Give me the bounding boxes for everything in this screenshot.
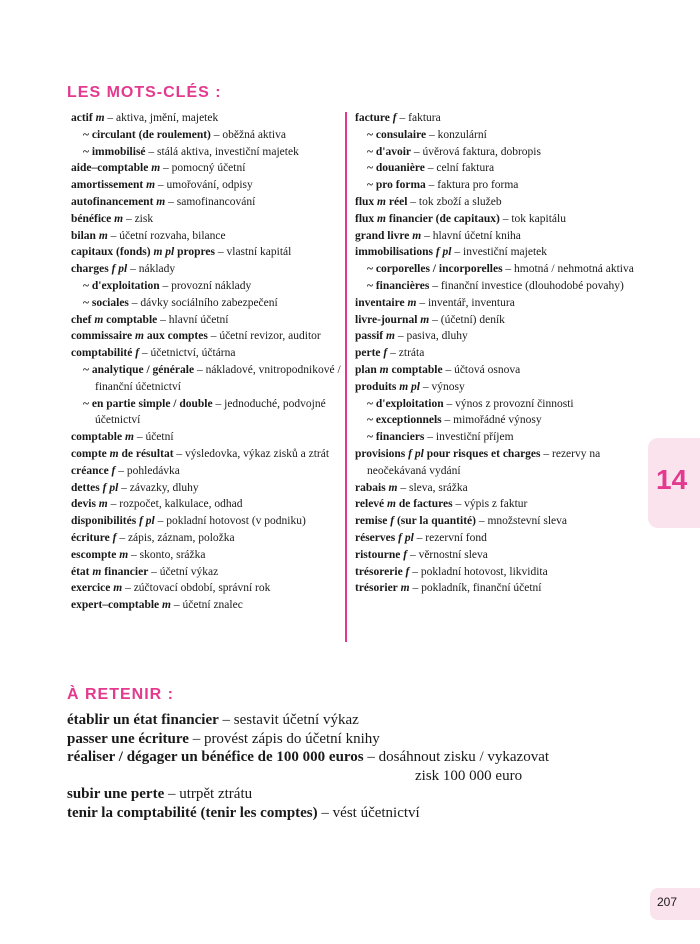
gender-tag: f pl <box>102 481 119 494</box>
retain-phrase <box>67 748 627 767</box>
vocab-entry <box>355 362 655 379</box>
gender-tag: m <box>388 481 398 494</box>
phrase-translation: – sestavit účetní výkaz <box>218 712 359 728</box>
left-vocabulary-column <box>71 110 341 614</box>
vocab-entry <box>71 110 341 127</box>
headword: écriture <box>71 531 110 544</box>
headword: capitaux (fonds) <box>71 246 151 259</box>
headword: charges <box>71 263 109 276</box>
vocab-entry <box>71 278 341 295</box>
translation: – úvěrová faktura, dobropis <box>411 145 541 158</box>
translation: – nákladové, vnitropodnikové / finanční účetnictví <box>95 363 341 393</box>
headword: ~ immobilisé <box>83 145 146 158</box>
headword: escompte <box>71 548 117 561</box>
headword: ~ financiers <box>367 431 425 444</box>
vocab-entry <box>355 496 655 513</box>
retain-phrase <box>67 711 627 730</box>
headword: ~ exceptionnels <box>367 414 442 427</box>
vocab-entry <box>71 463 341 480</box>
translation: – účetní <box>133 431 174 444</box>
translation: – provozní náklady <box>159 279 252 292</box>
gender-tag: m <box>377 195 386 208</box>
gender-tag: m <box>134 330 144 343</box>
headword: ~ d'exploitation <box>83 279 160 292</box>
translation: – faktura pro forma <box>425 179 519 192</box>
vocab-entry <box>71 496 341 513</box>
translation: – konzulární <box>426 128 487 141</box>
headword: actif <box>71 112 93 124</box>
vocab-entry <box>71 597 341 614</box>
vocab-entry <box>355 530 655 547</box>
headword: produits <box>355 380 397 393</box>
headword: ~ corporelles / incorporelles <box>367 263 503 276</box>
headword: ~ sociales <box>83 296 129 309</box>
headword: immobilisations <box>355 246 433 259</box>
headword: chef <box>71 313 92 326</box>
headword: comptable <box>71 431 123 444</box>
headword: rabais <box>355 481 386 494</box>
vocab-entry <box>71 127 341 144</box>
vocab-entry <box>71 480 341 497</box>
translation: – hmotná / nehmotná aktiva <box>502 263 634 276</box>
translation: – výsledovka, výkaz zisků a ztrát <box>173 447 330 460</box>
translation: – věrnostní sleva <box>407 548 488 561</box>
translation: – hlavní účetní <box>157 313 229 326</box>
vocab-entry <box>71 362 341 396</box>
headword-continuation: financier <box>104 565 149 578</box>
translation: – množstevní sleva <box>475 515 568 528</box>
headword: trésorerie <box>355 565 403 578</box>
headword: ristourne <box>355 548 401 561</box>
gender-tag: f <box>390 515 395 528</box>
phrase-french: tenir la comptabilité (tenir les comptes) <box>67 804 318 821</box>
vocab-entry <box>355 278 655 295</box>
headword-continuation: de factures <box>398 498 453 511</box>
headword: comptabilité <box>71 347 133 360</box>
vocab-entry <box>355 177 655 194</box>
gender-tag: f pl <box>398 531 414 544</box>
gender-tag: m <box>162 599 171 612</box>
headword: dettes <box>71 481 100 494</box>
headword-continuation: pour risques et charges <box>426 447 541 460</box>
gender-tag: f <box>135 347 140 360</box>
vocab-entry <box>71 446 341 463</box>
vocab-entry <box>355 144 655 161</box>
translation: – výnosy <box>419 380 465 393</box>
translation: – samofinancování <box>165 195 256 208</box>
page-number-tab <box>650 888 700 920</box>
retain-phrase <box>67 785 627 804</box>
page-number: 207 <box>657 895 678 909</box>
phrase-french: établir un état financier <box>67 712 219 728</box>
column-divider <box>345 112 347 642</box>
translation: – zisk <box>123 212 154 225</box>
headword: ~ circulant (de roulement) <box>83 128 211 141</box>
headword: passif <box>355 330 384 343</box>
translation: – rezervní fond <box>413 531 487 544</box>
gender-tag: f <box>111 464 116 477</box>
headword: inventaire <box>355 296 405 309</box>
headword: ~ financières <box>367 279 430 292</box>
gender-tag: m <box>412 229 422 242</box>
vocab-entry <box>71 564 341 581</box>
headword: facture <box>355 112 390 124</box>
translation: – skonto, srážka <box>128 548 206 561</box>
translation: – jednoduché, podvojné účetnictví <box>95 397 326 427</box>
gender-tag: m <box>400 582 410 595</box>
translation: – ztráta <box>387 347 425 360</box>
retain-title: À RETENIR : <box>67 686 174 703</box>
vocab-entry <box>355 513 655 530</box>
vocab-entry <box>355 328 655 345</box>
translation: – náklady <box>127 263 176 276</box>
gender-tag: m <box>113 582 123 595</box>
headword: ~ douanière <box>367 162 425 175</box>
headword: trésorier <box>355 582 398 595</box>
vocab-entry <box>71 261 341 278</box>
translation: – zápis, záznam, položka <box>116 531 235 544</box>
vocab-entry <box>355 379 655 396</box>
translation: – aktiva, jmění, majetek <box>104 112 219 124</box>
headword: amortissement <box>71 179 144 192</box>
translation: – tok zboží a služeb <box>407 195 502 208</box>
vocab-entry <box>355 446 655 480</box>
vocab-entry <box>71 580 341 597</box>
vocab-entry <box>355 261 655 278</box>
vocab-entry <box>71 396 341 430</box>
chapter-tab <box>648 438 700 528</box>
translation: – pokladní hotovost, likvidita <box>409 565 548 578</box>
gender-tag: m <box>94 313 104 326</box>
translation: – sleva, srážka <box>397 481 468 494</box>
vocab-entry <box>71 513 341 530</box>
translation: – celní faktura <box>424 162 495 175</box>
translation: – účetnictví, účtárna <box>139 347 236 360</box>
vocab-entry <box>71 244 341 261</box>
right-vocabulary-column <box>355 110 655 597</box>
vocab-entry <box>71 429 341 446</box>
headword-continuation: réel <box>388 195 408 208</box>
headword: flux <box>355 195 375 208</box>
translation: – tok kapitálu <box>499 212 566 225</box>
vocab-entry <box>355 244 655 261</box>
gender-tag: m <box>377 212 386 225</box>
gender-tag: m <box>387 498 396 511</box>
vocab-entry <box>355 580 655 597</box>
headword-continuation: (sur la quantité) <box>396 515 476 528</box>
phrase-french: réaliser / dégager un bénéfice de 100 000 euros <box>67 749 364 765</box>
headword-continuation: de résultat <box>121 447 174 460</box>
headword: perte <box>355 347 381 360</box>
headword-continuation: comptable <box>391 363 443 376</box>
phrase-translation: – vést účetnictví <box>317 804 420 821</box>
headword: autofinancement <box>71 195 154 208</box>
gender-tag: m <box>98 229 108 242</box>
vocab-entry <box>71 295 341 312</box>
headword-continuation: propres <box>177 246 215 259</box>
vocab-entry <box>71 194 341 211</box>
vocab-entry <box>355 295 655 312</box>
translation: – mimořádné výnosy <box>441 414 542 427</box>
headword: bénéfice <box>71 212 112 225</box>
vocab-entry <box>71 345 341 362</box>
translation: – faktura <box>396 112 441 124</box>
headword: expert–comptable <box>71 599 160 612</box>
retain-phrase <box>67 730 627 749</box>
translation: – hlavní účetní kniha <box>421 229 521 242</box>
phrase-french: subir une perte <box>67 786 165 802</box>
translation: – stálá aktiva, investiční majetek <box>145 145 299 158</box>
gender-tag: f <box>383 347 388 360</box>
headword: plan <box>355 363 377 376</box>
vocab-entry <box>71 228 341 245</box>
headword: livre-journal <box>355 313 418 326</box>
headword: provisions <box>355 447 406 460</box>
vocab-entry <box>71 177 341 194</box>
gender-tag: f pl <box>435 246 452 259</box>
translation: – investiční příjem <box>424 431 514 444</box>
vocab-entry <box>355 412 655 429</box>
gender-tag: m <box>114 212 124 225</box>
gender-tag: f <box>403 548 408 561</box>
gender-tag: m <box>379 363 389 376</box>
vocab-entry <box>355 480 655 497</box>
translation: – účetní revizor, auditor <box>207 330 321 343</box>
headword: état <box>71 565 90 578</box>
translation: – pasiva, dluhy <box>394 330 468 343</box>
gender-tag: f pl <box>408 447 424 460</box>
vocab-entry <box>71 547 341 564</box>
translation: – účetní výkaz <box>148 565 219 578</box>
gender-tag: m pl <box>399 380 420 393</box>
vocab-entry <box>355 312 655 329</box>
vocab-entry <box>71 312 341 329</box>
retain-phrase <box>67 804 627 823</box>
translation: – pokladní hotovost (v podniku) <box>154 515 306 528</box>
headword: compte <box>71 447 107 460</box>
vocab-entry <box>355 110 655 127</box>
headword-continuation: aux comptes <box>146 330 208 343</box>
phrase-translation: – dosáhnout zisku / vykazovat <box>363 749 550 765</box>
retain-phrases <box>67 711 627 822</box>
gender-tag: f <box>405 565 410 578</box>
headword: disponibilités <box>71 515 137 528</box>
translation: – (účetní) deník <box>429 313 505 326</box>
headword: commissaire <box>71 330 133 343</box>
headword: ~ pro forma <box>367 179 426 192</box>
vocab-entry <box>71 328 341 345</box>
gender-tag: m pl <box>153 246 175 259</box>
vocab-entry <box>355 547 655 564</box>
translation: – umořování, odpisy <box>155 179 253 192</box>
gender-tag: m <box>146 179 156 192</box>
headword: ~ d'avoir <box>367 145 411 158</box>
headword: aide–comptable <box>71 162 149 175</box>
gender-tag: m <box>124 431 134 444</box>
gender-tag: f pl <box>111 263 128 276</box>
headword-continuation: comptable <box>106 313 158 326</box>
headword: réserves <box>355 531 396 544</box>
translation: – rezervy na neočekávaná vydání <box>367 447 601 477</box>
headword: ~ en partie simple / double <box>83 397 213 410</box>
headword: ~ d'exploitation <box>367 397 444 410</box>
vocab-entry <box>355 211 655 228</box>
vocab-entry <box>355 345 655 362</box>
headword: grand livre <box>355 229 410 242</box>
translation: – pomocný účetní <box>160 162 246 175</box>
vocab-entry <box>71 530 341 547</box>
headword: exercice <box>71 582 111 595</box>
gender-tag: m <box>92 565 102 578</box>
translation: – závazky, dluhy <box>118 481 199 494</box>
vocab-entry <box>355 564 655 581</box>
translation: – účetní rozvaha, bilance <box>107 229 226 242</box>
translation: – finanční investice (dlouhodobé povahy) <box>429 279 624 292</box>
headword: bilan <box>71 229 96 242</box>
gender-tag: m <box>407 296 417 309</box>
gender-tag: f <box>112 531 117 544</box>
translation: – inventář, inventura <box>416 296 515 309</box>
vocab-entry <box>71 160 341 177</box>
gender-tag: m <box>119 548 129 561</box>
vocab-entry <box>355 160 655 177</box>
gender-tag: m <box>98 498 108 511</box>
keywords-title: LES MOTS-CLÉS : <box>67 84 222 101</box>
translation: – pokladník, finanční účetní <box>409 582 542 595</box>
translation: – účetní znalec <box>170 599 243 612</box>
vocab-entry <box>71 144 341 161</box>
vocab-entry <box>355 127 655 144</box>
translation: – rozpočet, kalkulace, odhad <box>107 498 243 511</box>
headword: relevé <box>355 498 385 511</box>
gender-tag: f pl <box>139 515 155 528</box>
headword-continuation: financier (de capitaux) <box>388 212 500 225</box>
translation: – oběžná aktiva <box>210 128 286 141</box>
translation: – výpis z faktur <box>452 498 528 511</box>
headword: remise <box>355 515 388 528</box>
headword: flux <box>355 212 375 225</box>
headword: créance <box>71 464 109 477</box>
translation: – výnos z provozní činnosti <box>443 397 574 410</box>
vocab-entry <box>71 211 341 228</box>
gender-tag: m <box>109 447 119 460</box>
phrase-translation: – utrpět ztrátu <box>164 786 253 802</box>
phrase-translation: – provést zápis do účetní knihy <box>188 730 380 747</box>
retain-phrase-continuation <box>67 767 627 786</box>
gender-tag: m <box>156 195 166 208</box>
translation: – dávky sociálního zabezpečení <box>128 296 278 309</box>
gender-tag: m <box>386 330 395 343</box>
translation: – vlastní kapitál <box>215 246 292 259</box>
translation: – účtová osnova <box>442 363 521 376</box>
gender-tag: m <box>95 112 105 124</box>
gender-tag: m <box>420 313 430 326</box>
translation: – zúčtovací období, správní rok <box>122 582 271 595</box>
vocab-entry <box>355 228 655 245</box>
headword: ~ consulaire <box>367 128 427 141</box>
phrase-french: passer une écriture <box>67 730 189 747</box>
chapter-number: 14 <box>656 464 688 495</box>
headword: devis <box>71 498 96 511</box>
vocab-entry <box>355 194 655 211</box>
gender-tag: m <box>151 162 161 175</box>
gender-tag: f <box>392 112 397 124</box>
phrase-translation-continued: zisk 100 000 euro <box>415 767 523 784</box>
headword: ~ analytique / générale <box>83 363 195 376</box>
vocab-entry <box>355 396 655 413</box>
translation: – investiční majetek <box>451 246 547 259</box>
vocab-entry <box>355 429 655 446</box>
translation: – pohledávka <box>115 464 180 477</box>
